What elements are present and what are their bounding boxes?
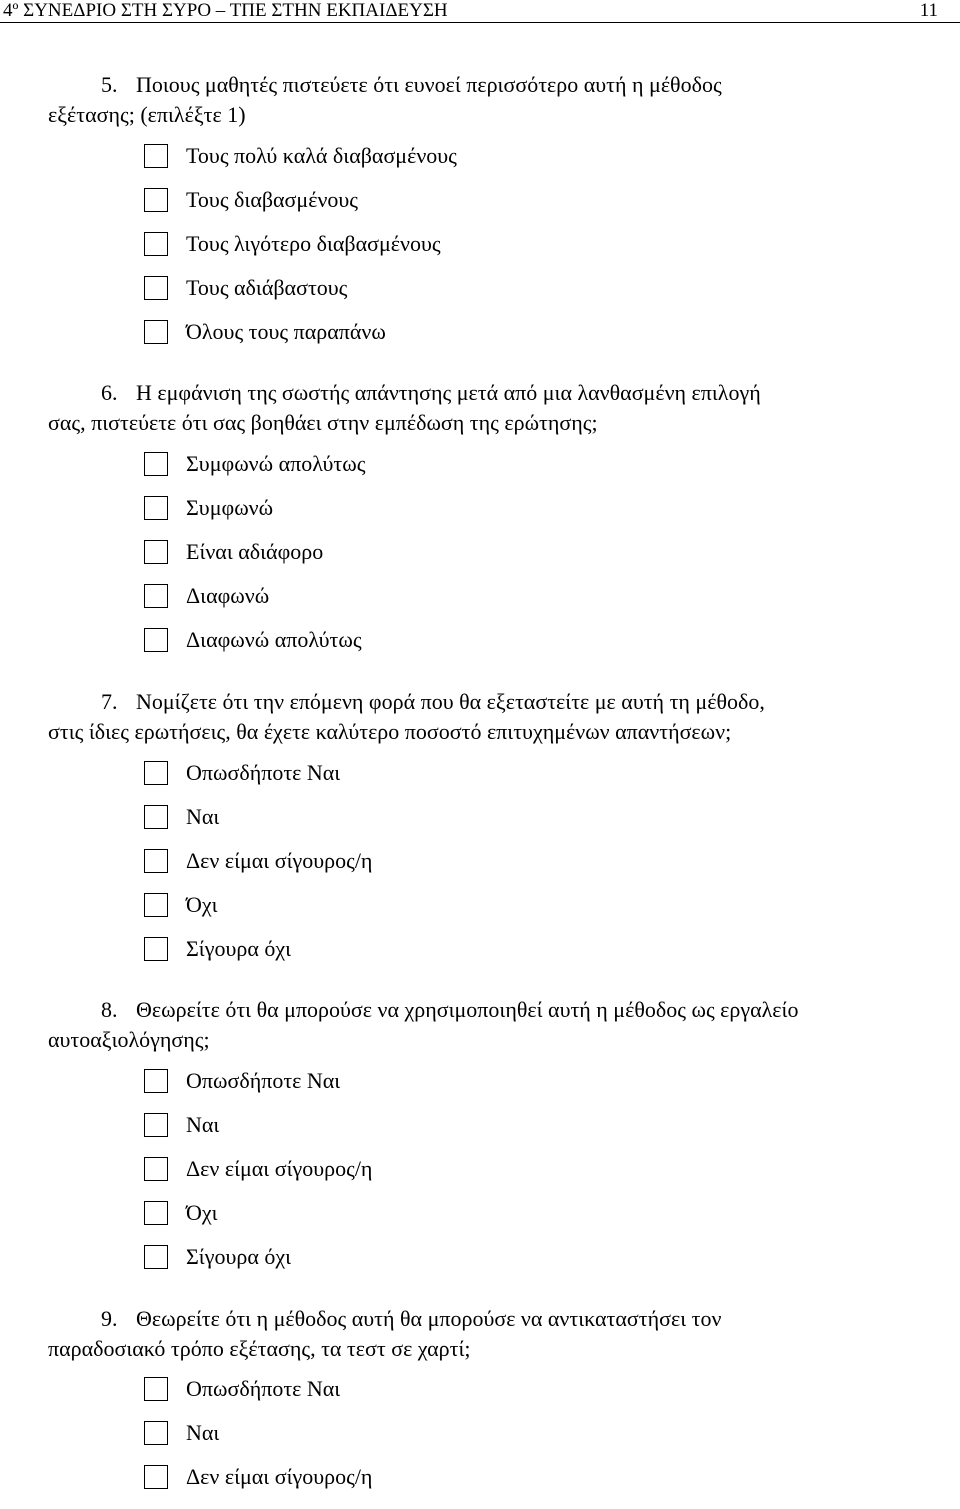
checkbox[interactable] xyxy=(144,1113,168,1137)
option-label: Όλους τους παραπάνω xyxy=(186,319,386,344)
checkbox[interactable] xyxy=(144,761,168,785)
checkbox[interactable] xyxy=(144,188,168,212)
checkbox[interactable] xyxy=(144,320,168,344)
checkbox[interactable] xyxy=(144,849,168,873)
option-label: Ναι xyxy=(186,804,220,829)
question-7 xyxy=(48,687,938,747)
option-label: Τους διαβασμένους xyxy=(186,187,359,212)
question-text-line2: εξέτασης; (επιλέξτε 1) xyxy=(48,102,246,127)
option-label: Τους πολύ καλά διαβασμένους xyxy=(186,143,457,168)
checkbox[interactable] xyxy=(144,452,168,476)
checkbox[interactable] xyxy=(144,805,168,829)
option-label: Δεν είμαι σίγουρος/η xyxy=(186,848,373,873)
option-label: Τους αδιάβαστους xyxy=(186,275,348,300)
question-text-line2: παραδοσιακό τρόπο εξέτασης, τα τεστ σε χαρτί; xyxy=(48,1336,471,1361)
question-number: 9. xyxy=(101,1306,118,1331)
question-number: 7. xyxy=(101,689,118,714)
checkbox[interactable] xyxy=(144,540,168,564)
checkbox[interactable] xyxy=(144,276,168,300)
conference-title: 4º ΣΥΝΕΔΡΙΟ ΣΤΗ ΣΥΡΟ – ΤΠΕ ΣΤΗΝ ΕΚΠΑΙΔΕΥΣΗ xyxy=(3,0,448,21)
option-label: Συμφωνώ xyxy=(186,495,274,520)
option-label: Οπωσδήποτε Ναι xyxy=(186,1376,341,1401)
option-label: Σίγουρα όχι xyxy=(186,936,292,961)
checkbox[interactable] xyxy=(144,1377,168,1401)
checkbox[interactable] xyxy=(144,937,168,961)
option-label: Διαφωνώ xyxy=(186,583,270,608)
checkbox[interactable] xyxy=(144,584,168,608)
page-number: 11 xyxy=(919,0,938,21)
option-label: Ναι xyxy=(186,1420,220,1445)
checkbox[interactable] xyxy=(144,1421,168,1445)
option-label: Όχι xyxy=(186,1200,218,1225)
question-number: 6. xyxy=(101,380,118,405)
checkbox[interactable] xyxy=(144,232,168,256)
option-label: Συμφωνώ απολύτως xyxy=(186,451,366,476)
checkbox[interactable] xyxy=(144,1069,168,1093)
question-text-line2: στις ίδιες ερωτήσεις, θα έχετε καλύτερο ποσοστό επιτυχημένων απαντήσεων; xyxy=(48,719,732,744)
option-label: Δεν είμαι σίγουρος/η xyxy=(186,1464,373,1489)
checkbox[interactable] xyxy=(144,1157,168,1181)
question-text-line2: αυτοαξιολόγησης; xyxy=(48,1027,210,1052)
checkbox[interactable] xyxy=(144,628,168,652)
question-text-line1: Η εμφάνιση της σωστής απάντησης μετά από μια λανθασμένη επιλογή xyxy=(136,380,761,405)
question-5 xyxy=(48,70,938,130)
option-label: Οπωσδήποτε Ναι xyxy=(186,760,341,785)
checkbox[interactable] xyxy=(144,496,168,520)
option-label: Ναι xyxy=(186,1112,220,1137)
checkbox[interactable] xyxy=(144,1201,168,1225)
option-label: Σίγουρα όχι xyxy=(186,1244,292,1269)
question-text-line1: Ποιους μαθητές πιστεύετε ότι ευνοεί περισσότερο αυτή η μέθοδος xyxy=(136,72,722,97)
option-label: Διαφωνώ απολύτως xyxy=(186,627,362,652)
option-label: Οπωσδήποτε Ναι xyxy=(186,1068,341,1093)
question-text-line2: σας, πιστεύετε ότι σας βοηθάει στην εμπέδωση της ερώτησης; xyxy=(48,410,598,435)
question-text-line1: Θεωρείτε ότι η μέθοδος αυτή θα μπορούσε να αντικαταστήσει τον xyxy=(136,1306,722,1331)
option-label: Όχι xyxy=(186,892,218,917)
checkbox[interactable] xyxy=(144,1465,168,1489)
question-6 xyxy=(48,378,938,438)
question-9 xyxy=(48,1304,938,1364)
page-header xyxy=(0,0,960,23)
checkbox[interactable] xyxy=(144,1245,168,1269)
option-label: Δεν είμαι σίγουρος/η xyxy=(186,1156,373,1181)
checkbox[interactable] xyxy=(144,144,168,168)
option-label: Είναι αδιάφορο xyxy=(186,539,324,564)
question-number: 8. xyxy=(101,997,118,1022)
option-label: Τους λιγότερο διαβασμένους xyxy=(186,231,441,256)
question-text-line1: Θεωρείτε ότι θα μπορούσε να χρησιμοποιηθεί αυτή η μέθοδος ως εργαλείο xyxy=(136,997,799,1022)
question-text-line1: Νομίζετε ότι την επόμενη φορά που θα εξεταστείτε με αυτή τη μέθοδο, xyxy=(136,689,765,714)
checkbox[interactable] xyxy=(144,893,168,917)
question-number: 5. xyxy=(101,72,118,97)
question-8 xyxy=(48,995,938,1055)
